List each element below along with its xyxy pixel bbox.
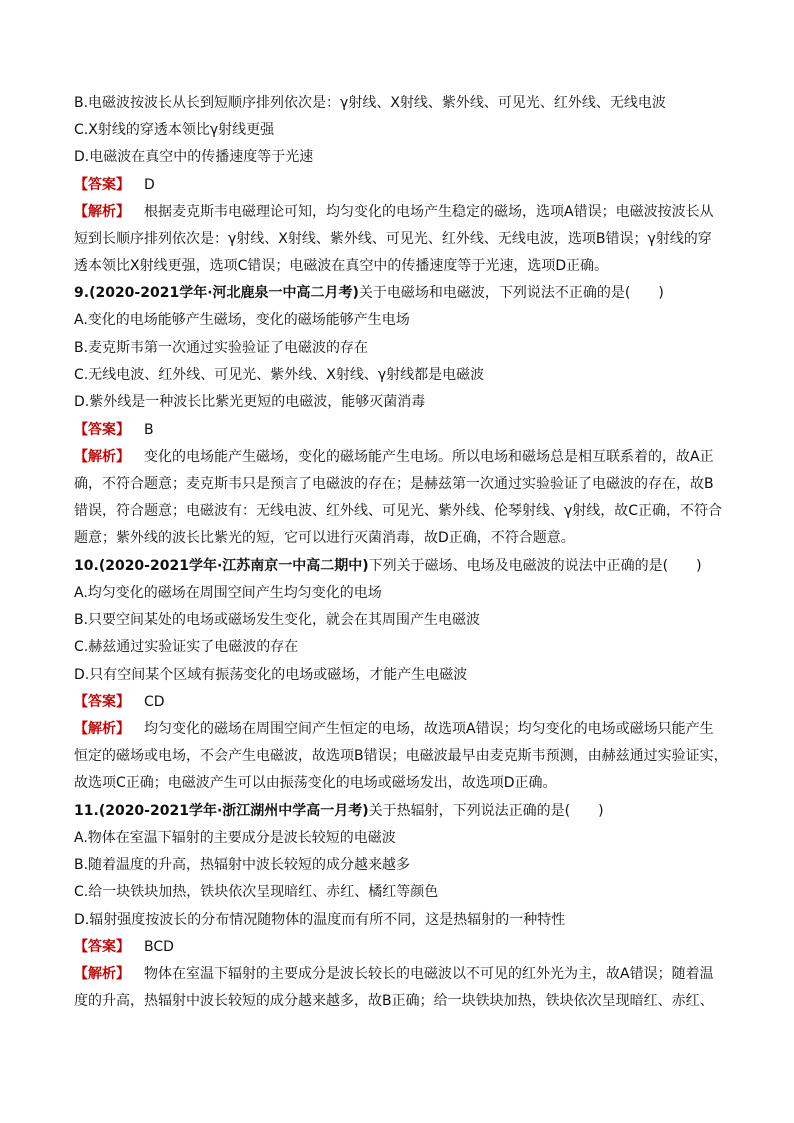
q11-analysis-row bbox=[74, 965, 726, 983]
q8-answer: D bbox=[144, 177, 155, 193]
q9-answer: B bbox=[144, 422, 154, 438]
analysis-tag: 【解析】 bbox=[74, 204, 130, 220]
q11-source: (2020-2021学年·浙江湖州中学高一月考) bbox=[98, 803, 369, 819]
q8-option-c: C.X射线的穿透本领比γ射线更强 bbox=[74, 122, 275, 138]
q11-stem-row bbox=[74, 802, 726, 820]
q8-answer-row bbox=[74, 176, 726, 194]
q9-source: (2020-2021学年·河北鹿泉一中高二月考) bbox=[89, 285, 359, 301]
q9-option-d: D.紫外线是一种波长比紫光更短的电磁波，能够灭菌消毒 bbox=[74, 394, 426, 410]
q8-option-d: D.电磁波在真空中的传播速度等于光速 bbox=[74, 149, 314, 165]
q10-answer: CD bbox=[144, 694, 165, 710]
q10-option-a: A.均匀变化的磁场在周围空间产生均匀变化的电场 bbox=[74, 585, 382, 601]
q10-answer-row bbox=[74, 693, 726, 711]
q9-stem-row bbox=[74, 284, 726, 302]
q11-option-b: B.随着温度的升高，热辐射中波长较短的成分越来越多 bbox=[74, 857, 411, 873]
q10-number: 10. bbox=[74, 558, 99, 574]
q10-source: (2020-2021学年·江苏南京一中高二期中) bbox=[98, 558, 369, 574]
q10-stem-row bbox=[74, 557, 726, 575]
analysis-tag: 【解析】 bbox=[74, 449, 130, 465]
q8-option-b: B.电磁波按波长从长到短顺序排列依次是：γ射线、X射线、紫外线、可见光、红外线、无线电波 bbox=[74, 95, 666, 111]
answer-tag: 【答案】 bbox=[74, 694, 130, 710]
q11-analysis-line: 度的升高，热辐射中波长较短的成分越来越多，故B正确；给一块铁块加热，铁块依次呈现暗红、赤红、 bbox=[74, 993, 714, 1009]
answer-tag: 【答案】 bbox=[74, 422, 130, 438]
q11-stem: 关于热辐射，下列说法正确的是( ) bbox=[368, 803, 604, 819]
q11-option-d: D.辐射强度按波长的分布情况随物体的温度而有所不同，这是热辐射的一种特性 bbox=[74, 912, 566, 928]
analysis-tag: 【解析】 bbox=[74, 966, 130, 982]
q9-analysis-line: 错误，符合题意；电磁波有：无线电波、红外线、可见光、紫外线、伦琴射线、γ射线，故C正确，不符合 bbox=[74, 503, 723, 519]
q9-answer-row bbox=[74, 421, 726, 439]
q9-number: 9. bbox=[74, 285, 90, 301]
q10-stem: 下列关于磁场、电场及电磁波的说法中正确的是( ) bbox=[368, 558, 702, 574]
q10-option-b: B.只要空间某处的电场或磁场发生变化，就会在其周围产生电磁波 bbox=[74, 612, 481, 628]
q10-analysis-line: 恒定的磁场或电场，不会产生电磁波，故选项B错误；电磁波最早由麦克斯韦预测，由赫兹通过实验证实， bbox=[74, 748, 728, 764]
answer-tag: 【答案】 bbox=[74, 939, 130, 955]
q10-analysis-line: 故选项C正确；电磁波产生可以由振荡变化的电场或磁场发出，故选项D正确。 bbox=[74, 775, 557, 791]
q11-option-c: C.给一块铁块加热，铁块依次呈现暗红、赤红、橘红等颜色 bbox=[74, 884, 439, 900]
analysis-tag: 【解析】 bbox=[74, 721, 130, 737]
q11-answer-row bbox=[74, 938, 726, 956]
q11-analysis-line: 物体在室温下辐射的主要成分是波长较长的电磁波以不可见的红外光为主，故A错误；随着温 bbox=[144, 966, 714, 982]
q11-option-a: A.物体在室温下辐射的主要成分是波长较短的电磁波 bbox=[74, 830, 396, 846]
q10-analysis-line: 均匀变化的磁场在周围空间产生恒定的电场，故选项A错误；均匀变化的电场或磁场只能产生 bbox=[144, 721, 714, 737]
q8-analysis-row bbox=[74, 203, 726, 221]
q9-analysis-line: 题意；紫外线的波长比紫光的短，它可以进行灭菌消毒，故D正确，不符合题意。 bbox=[74, 530, 575, 546]
q9-analysis-line: 确，不符合题意；麦克斯韦只是预言了电磁波的存在；是赫兹第一次通过实验验证了电磁波的存在，故B bbox=[74, 476, 714, 492]
answer-tag: 【答案】 bbox=[74, 177, 130, 193]
q8-analysis-line: 透本领比X射线更强，选项C错误；电磁波在真空中的传播速度等于光速，选项D正确。 bbox=[74, 258, 609, 274]
q9-option-b: B.麦克斯韦第一次通过实验验证了电磁波的存在 bbox=[74, 340, 369, 356]
q11-answer: BCD bbox=[144, 939, 174, 955]
q9-stem: 关于电磁场和电磁波，下列说法不正确的是( ) bbox=[358, 285, 664, 301]
q10-option-d: D.只有空间某个区域有振荡变化的电场或磁场，才能产生电磁波 bbox=[74, 667, 468, 683]
q8-analysis-line: 短到长顺序排列依次是：γ射线、X射线、紫外线、可见光、红外线、无线电波，选项B错误；γ射线的穿 bbox=[74, 231, 712, 247]
q9-analysis-line: 变化的电场能产生磁场，变化的磁场能产生电场。所以电场和磁场总是相互联系着的，故A正 bbox=[144, 449, 714, 465]
q10-analysis-row bbox=[74, 720, 726, 738]
q9-option-c: C.无线电波、红外线、可见光、紫外线、X射线、γ射线都是电磁波 bbox=[74, 367, 485, 383]
q8-analysis-line: 根据麦克斯韦电磁理论可知，均匀变化的电场产生稳定的磁场，选项A错误；电磁波按波长从 bbox=[144, 204, 714, 220]
q11-number: 11. bbox=[74, 803, 99, 819]
q9-analysis-row bbox=[74, 448, 726, 466]
q9-option-a: A.变化的电场能够产生磁场，变化的磁场能够产生电场 bbox=[74, 312, 410, 328]
q10-option-c: C.赫兹通过实验证实了电磁波的存在 bbox=[74, 639, 299, 655]
